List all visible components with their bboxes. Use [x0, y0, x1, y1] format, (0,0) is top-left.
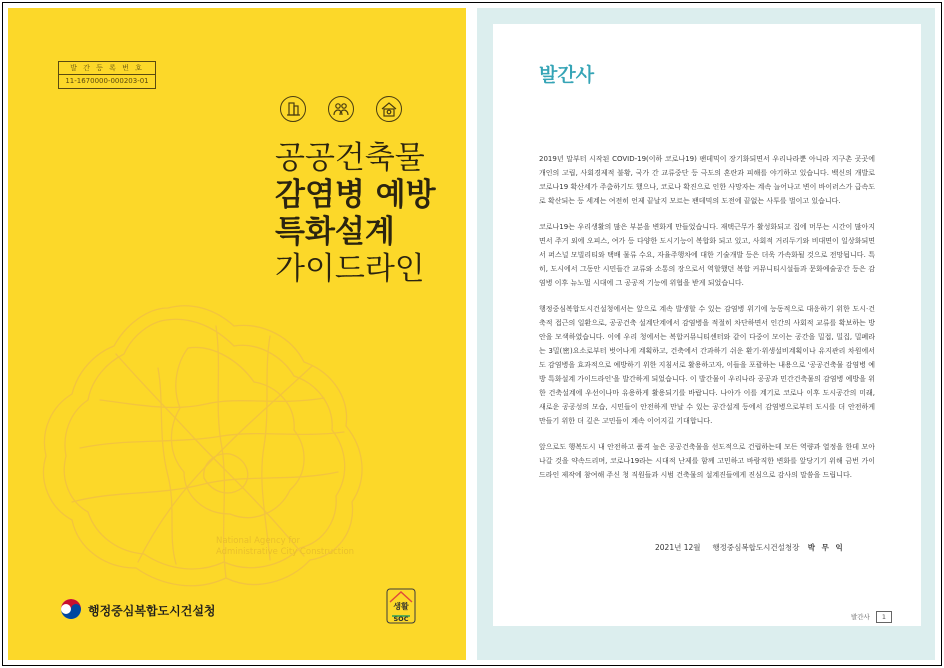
signature-name: 박 무 익	[807, 543, 845, 552]
registration-number: 11-1670000-000203-01	[65, 77, 149, 85]
agency-english-name	[216, 536, 354, 558]
cover-page	[8, 8, 466, 660]
preface-paragraph-4: 앞으로도 행복도시 내 안전하고 품격 높은 공공건축물을 선도적으로 건립하는데 모든 역량과 열정을 한데 모아 나갈 것을 약속드리며, 코로나19라는 시대적 난제를 함께 고민하고 바람직한 변화를 앞당기기 위해 금번 가이드라인 제작에 참여해 주신 청 직원들과 시범 건축물의 설계진들에게 진심으로 감사의 말씀을 드립니다.	[539, 443, 875, 479]
house-virus-icon	[376, 96, 402, 122]
signature-line	[655, 542, 845, 553]
title-line-1: 공공건축물	[275, 140, 425, 176]
cover-title	[275, 140, 436, 288]
preface-paragraph-1: 2019년 말부터 시작된 COVID-19(이하 코로나19) 팬데믹이 장기화되면서 우리나라뿐 아니라 지구촌 곳곳에 개인의 고립, 사회경제적 불황, 국가 간 교류중단 등 극도의 혼란과 피해를 야기하고 있습니다. 백신의 개발로 코로나19 확산세가 주춤하기도 했으나, 코로나 확진으로 인한 사망자는 계속 늘어나고 변이 바이러스가 급속도로 확산되는 등 세계는 여전히 언제 끝날지 모르는 팬데믹의 도전에 끝없는 사투를 벌이고 있습니다.	[539, 155, 875, 205]
title-line-4: 가이드라인	[275, 251, 425, 287]
people-icon	[328, 96, 354, 122]
agency-name: 행정중심복합도시건설청	[88, 604, 216, 618]
signature-date: 2021년 12월	[655, 543, 701, 552]
preface-paragraph-3: 행정중심복합도시건설청에서는 앞으로 계속 발생할 수 있는 감염병 위기에 능동적으로 대응하기 위한 도시·건축적 접근의 일환으로, 공공건축 설계단계에서 감염병을 적절히 차단하면서 인간의 사회적 교류를 확보하는 방안을 모색하였습니다. 이에 우리 청에서는 복합커뮤니티센터와 같이 다중이 모이는 공간을 밀접, 밀집, 밀폐라는 3밀(密)요소로부터 벗어나게 계획하고, 건축에서 간과하기 쉬운 환기·위생설비계획이나 유지관리 차원에서도 감염병을 효과적으로 예방하기 위한 지침서로 활용하고자, 이들을 포괄하는 내용으로 '공공건축물 감염병 예방 특화설계 가이드라인'을 발간하게 되었습니다. 이 발간물이 우리나라 공공과 민간건축물의 감염병 예방을 위한 건축설계에 우선이나마 유용하게 활용되기를 바랍니다. 나아가 이를 계기로 코로나 이후 도시공간의 미래, 새로운 공공성의 모습, 시민들이 안전하게 만날 수 있는 공간설계 등에서 감염병으로부터 도시를 더 안전하게 만들기 위한 더 깊은 고민들이 계속 이어지길 기대합니다.	[539, 305, 875, 425]
preface-page	[493, 24, 921, 626]
government-emblem-icon	[60, 598, 82, 620]
page-folio	[851, 611, 892, 623]
building-icon	[280, 96, 306, 122]
title-line-3: 특화설계	[275, 214, 395, 250]
preface-paragraph-2: 코로나19는 우리생활의 많은 부분을 변화게 만들었습니다. 재택근무가 활성화되고 집에 머무는 시간이 많아지면서 주거 외에 오피스, 여가 등 다양한 도시기능이 복합화 되고 있고, 사회적 거리두기와 비대면이 일상화되면서 퍼스널 모빌리티와 택배 물류 수요, 자율주행차에 대한 기술개발 등은 더욱 가속화될 것으로 전망됩니다. 특히, 도시에서 그동안 시민들간 교류와 소통의 장으로서 역할했던 복합 커뮤니티시설들과 문화예술공간 등은 감염병 이후 뉴노멀 시대에 그 공공적 기능에 위협을 받게 되었습니다.	[539, 223, 875, 287]
agency-en-line-2: Administrative City Construction	[216, 547, 355, 557]
folio-label: 발간사	[851, 613, 870, 621]
registration-box	[58, 61, 156, 89]
page-number: 1	[876, 611, 892, 623]
cover-icon-row	[272, 96, 408, 124]
title-line-2: 감염병 예방	[275, 177, 436, 213]
agency-en-line-1: National Agency for	[216, 536, 301, 546]
life-soc-logo	[386, 588, 416, 624]
preface-title: 발간사	[539, 64, 595, 86]
registration-label: 발 간 등 록 번 호	[59, 62, 155, 75]
soc-logo-line-2: SOC	[393, 615, 409, 623]
soc-logo-line-1: 생활	[393, 602, 409, 611]
preface-body	[539, 152, 875, 494]
signature-org: 행정중심복합도시건설청장	[712, 543, 800, 552]
